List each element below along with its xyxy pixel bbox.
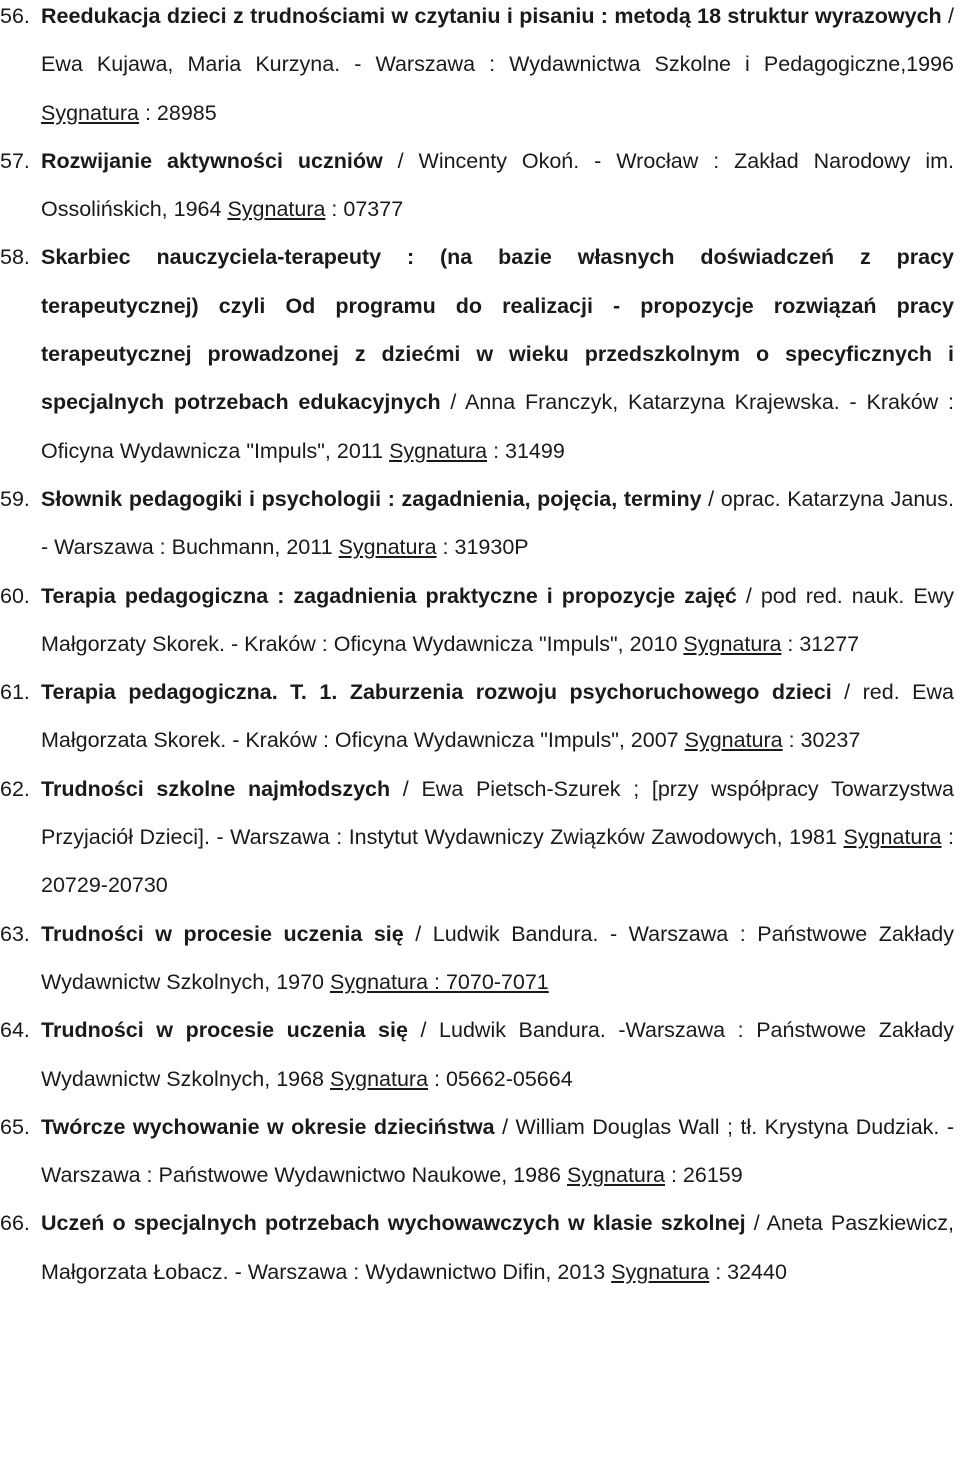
signature-label: Sygnatura xyxy=(338,535,437,560)
signature-value: : 20729-20730 xyxy=(41,825,954,898)
entry-title: Słownik pedagogiki i psychologii : zagadnienia, pojęcia, terminy xyxy=(41,486,702,511)
bibliography-entry xyxy=(0,765,960,910)
entry-details: / Wincenty Okoń. - Wrocław : Zakład Narodowy im. Ossolińskich, 1964 xyxy=(41,148,954,222)
signature-label: Sygnatura xyxy=(611,1259,710,1284)
entry-number: 63. xyxy=(0,921,30,946)
bibliography-entry xyxy=(0,475,960,572)
signature-label: Sygnatura xyxy=(389,438,488,463)
signature-value: : 31930P xyxy=(436,535,529,560)
signature-label: Sygnatura xyxy=(330,1066,429,1091)
entry-body xyxy=(41,1103,954,1200)
bibliography-entry xyxy=(0,1006,960,1103)
entry-title: Terapia pedagogiczna : zagadnienia praktyczne i propozycje zajęć xyxy=(41,583,737,608)
entry-title: Skarbiec nauczyciela-terapeuty : (na bazie własnych doświadczeń z pracy terapeutycznej) czyli Od programu do realizacji - propozycje rozwiązań pracy terapeutycznej prowadzonej z dziećmi w wieku przedszkolnym o specyficznych i specjalnych potrzebach edukacyjnych xyxy=(41,245,954,415)
signature-value: : 26159 xyxy=(665,1163,743,1188)
entry-number: 56. xyxy=(0,4,30,28)
entry-title: Terapia pedagogiczna. T. 1. Zaburzenia rozwoju psychoruchowego dzieci xyxy=(41,680,832,705)
signature-value: : 05662-05664 xyxy=(428,1066,573,1091)
entry-number: 60. xyxy=(0,583,30,608)
entry-number: 61. xyxy=(0,680,30,705)
bibliography-entry xyxy=(0,0,960,137)
signature-value: : 32440 xyxy=(709,1259,787,1284)
entry-details: / Ludwik Bandura. -Warszawa : Państwowe Zakłady Wydawnictw Szkolnych, 1968 xyxy=(41,1018,954,1091)
entry-details: / Aneta Paszkiewicz, Małgorzata Łobacz. - Warszawa : Wydawnictwo Difin, 2013 xyxy=(41,1211,954,1284)
signature-value: : 30237 xyxy=(782,728,861,753)
entry-body xyxy=(41,1006,954,1103)
entry-body xyxy=(41,0,954,137)
signature-label: Sygnatura xyxy=(683,631,782,656)
entry-body xyxy=(41,1199,954,1296)
signature-value: : 07377 xyxy=(325,197,404,222)
entry-number: 66. xyxy=(0,1211,30,1236)
entry-title: Trudności szkolne najmłodszych xyxy=(41,776,391,801)
bibliography-entry xyxy=(0,572,960,669)
entry-body xyxy=(41,475,954,572)
signature-label: Sygnatura xyxy=(41,100,140,125)
entry-number: 62. xyxy=(0,776,30,801)
bibliography-entry xyxy=(0,137,960,234)
bibliography-entry xyxy=(0,1103,960,1200)
entry-details: / oprac. Katarzyna Janus. - Warszawa : Buchmann, 2011 xyxy=(41,486,954,560)
signature-label: Sygnatura : 7070-7071 xyxy=(330,969,549,994)
entry-details: / Anna Franczyk, Katarzyna Krajewska. - Kraków : Oficyna Wydawnicza "Impuls", 2011 xyxy=(41,390,954,463)
entry-title: Twórcze wychowanie w okresie dzieciństwa xyxy=(41,1114,495,1139)
entry-body xyxy=(41,572,954,669)
signature-value: : 28985 xyxy=(139,100,217,125)
entry-title: Rozwijanie aktywności uczniów xyxy=(41,148,383,173)
signature-label: Sygnatura xyxy=(843,825,942,850)
entry-number: 64. xyxy=(0,1018,30,1043)
entry-details: / Ludwik Bandura. - Warszawa : Państwowe Zakłady Wydawnictw Szkolnych, 1970 xyxy=(41,921,954,994)
bibliography-entry xyxy=(0,1199,960,1296)
entry-details: / Ewa Kujawa, Maria Kurzyna. - Warszawa : Wydawnictwa Szkolne i Pedagogiczne,1996 xyxy=(41,4,954,77)
entry-body xyxy=(41,137,954,234)
entry-number: 59. xyxy=(0,486,30,511)
bibliography-entry xyxy=(0,668,960,765)
entry-number: 65. xyxy=(0,1114,30,1139)
entry-number: 58. xyxy=(0,245,30,270)
entry-title: Trudności w procesie uczenia się xyxy=(41,921,404,946)
entry-title: Reedukacja dzieci z trudnościami w czytaniu i pisaniu : metodą 18 struktur wyrazowych xyxy=(41,4,942,28)
entry-details: / William Douglas Wall ; tł. Krystyna Dudziak. - Warszawa : Państwowe Wydawnictwo Naukowe, 1986 xyxy=(41,1114,954,1188)
entry-body xyxy=(41,233,954,474)
bibliography-entry xyxy=(0,233,960,474)
signature-value: : 31499 xyxy=(487,438,565,463)
entry-title: Trudności w procesie uczenia się xyxy=(41,1018,408,1043)
signature-value: : 31277 xyxy=(781,631,860,656)
entry-details: / pod red. nauk. Ewy Małgorzaty Skorek. - Kraków : Oficyna Wydawnicza "Impuls", 2010 xyxy=(41,583,954,656)
signature-label: Sygnatura xyxy=(227,197,326,222)
bibliography-entry xyxy=(0,910,960,1007)
entry-body xyxy=(41,910,954,1007)
entry-details: / Ewa Pietsch-Szurek ; [przy współpracy Towarzystwa Przyjaciół Dzieci]. - Warszawa : Instytut Wydawniczy Związków Zawodowych, 1981 xyxy=(41,776,955,850)
entry-number: 57. xyxy=(0,148,30,173)
entry-body xyxy=(41,668,954,765)
entry-body xyxy=(41,765,954,910)
entry-title: Uczeń o specjalnych potrzebach wychowawczych w klasie szkolnej xyxy=(41,1211,746,1236)
entry-details: / red. Ewa Małgorzata Skorek. - Kraków : Oficyna Wydawnicza "Impuls", 2007 xyxy=(41,680,954,753)
signature-label: Sygnatura xyxy=(684,728,783,753)
signature-label: Sygnatura xyxy=(567,1163,666,1188)
